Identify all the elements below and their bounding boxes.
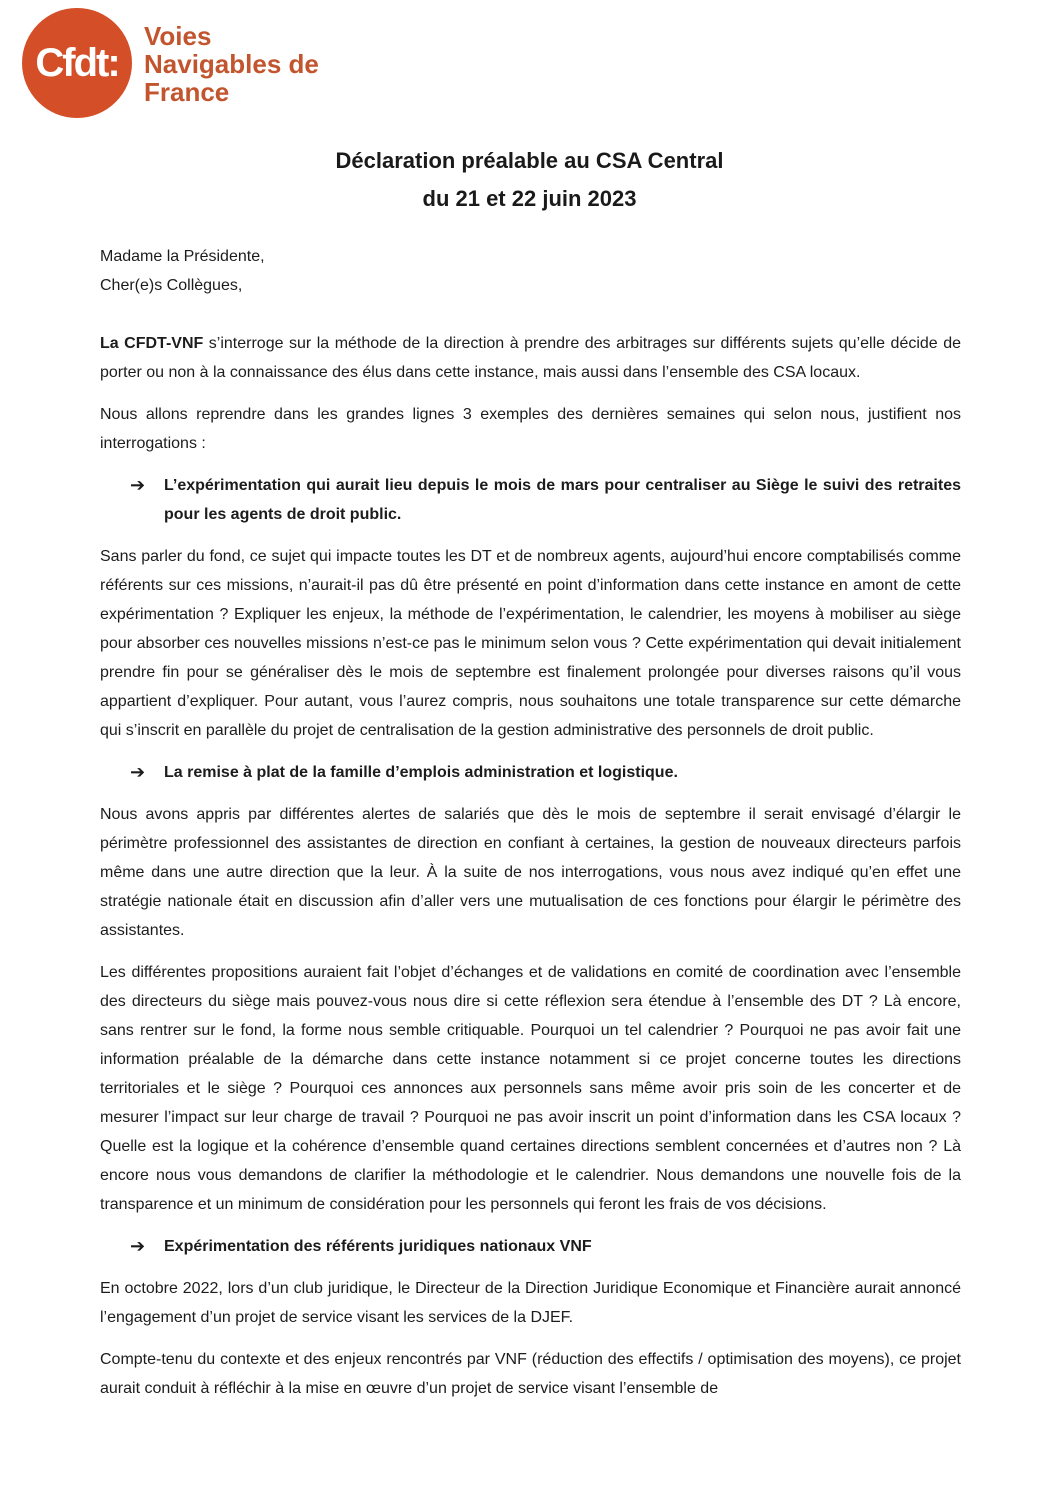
document-title xyxy=(0,142,1059,218)
paragraph-assistantes: Nous avons appris par différentes alertes de salariés que dès le mois de septembre il serait envisagé d’élargir le périmètre professionnel des assistantes de direction en confiant à certaines, la gestion de nouveaux directeurs parfois même dans une autre direction que la leur. À la suite de nos interrogations, vous nous avez indiqué qu’en effet une stratégie nationale était en discussion afin d’aller vers une mutualisation de ces fonctions pour élargir le périmètre des assistantes. xyxy=(100,806,961,939)
document-title-line1: Déclaration préalable au CSA Central xyxy=(335,148,724,173)
salutation xyxy=(100,242,961,300)
paragraph-experimentation-detail: Sans parler du fond, ce sujet qui impacte toutes les DT et de nombreux agents, aujourd’hui encore comptabilisés comme référents sur ces missions, n’aurait-il pas dû être présenté en point d’information dans cette instance en amont de cette expérimentation ? Expliquer les enjeux, la méthode de l’expérimentation, le calendrier, les moyens à mobiliser au siège pour absorber ces nouvelles missions n’est-ce pas le minimum selon vous ? Cette expérimentation qui devait initialement prendre fin pour se généraliser dès le mois de septembre est finalement prolongée pour diverses raisons qu’il vous appartient d’expliquer. Pour autant, vous l’aurez compris, nous souhaitons une totale transparence sur cette démarche qui s’inscrit en parallèle du projet de centralisation de la gestion administrative des personnels de droit public. xyxy=(100,548,961,739)
salutation-line1: Madame la Présidente, xyxy=(100,248,265,265)
org-name xyxy=(144,22,319,106)
arrow-bullet-icon: ➔ xyxy=(130,475,146,495)
cfdt-logo-label: Cfdt: xyxy=(35,40,119,85)
arrow-bullet-icon: ➔ xyxy=(130,762,146,782)
bullet-text: Expérimentation des référents juridiques nationaux VNF xyxy=(164,1238,592,1255)
paragraph-examples-intro: Nous allons reprendre dans les grandes lignes 3 exemples des dernières semaines qui selon nous, justifient nos interrogations : xyxy=(100,406,961,452)
document-body xyxy=(100,242,961,1403)
cfdt-logo-icon xyxy=(22,8,132,118)
paragraph-intro-rest: s’interroge sur la méthode de la direction à prendre des arbitrages sur différents sujets qu’elle décide de porter ou non à la connaissance des élus dans cette instance, mais aussi dans l’ensemble des CSA locaux. xyxy=(100,335,962,381)
salutation-line2: Cher(e)s Collègues, xyxy=(100,277,243,294)
paragraph-club-juridique: En octobre 2022, lors d’un club juridique, le Directeur de la Direction Juridique Economique et Financière aurait annoncé l’engagement d’un projet de service visant les services de la DJEF. xyxy=(100,1280,961,1326)
bullet-item-referents-juridiques xyxy=(130,1232,961,1261)
arrow-bullet-icon: ➔ xyxy=(130,1236,146,1256)
bullet-item-experimentation-retraites xyxy=(130,471,961,529)
paragraph-intro xyxy=(100,329,961,387)
blank-line xyxy=(100,300,961,329)
bullet-text: L’expérimentation qui aurait lieu depuis le mois de mars pour centraliser au Siège le suivi des retraites pour les agents de droit public. xyxy=(164,477,961,523)
document-title-line2: du 21 et 22 juin 2023 xyxy=(422,186,637,211)
org-name-line: Navigables de xyxy=(144,49,319,79)
document-header xyxy=(0,0,1059,118)
org-name-line: Voies xyxy=(144,21,212,51)
paragraph-propositions: Les différentes propositions auraient fait l’objet d’échanges et de validations en comité de coordination avec l’ensemble des directeurs du siège mais pouvez-vous nous dire si cette réflexion sera étendue à l’ensemble des DT ? Là encore, sans rentrer sur le fond, la forme nous semble critiquable. Pourquoi un tel calendrier ? Pourquoi ne pas avoir fait une information préalable de la démarche dans cette instance notamment si ce projet concerne toutes les directions territoriales et le siège ? Pourquoi ces annonces aux personnels sans même avoir pris soin de les concerter et de mesurer l’impact sur leur charge de travail ? Pourquoi ne pas avoir inscrit un point d’information dans les CSA locaux ? Quelle est la logique et la cohérence d’ensemble quand certaines directions semblent concernées et d’autres non ? Là encore nous vous demandons de clarifier la méthodologie et le calendrier. Nous demandons une nouvelle fois de la transparence et un minimum de considération pour les personnels qui feront les frais de vos décisions. xyxy=(100,964,961,1213)
org-name-line: France xyxy=(144,77,230,107)
paragraph-intro-bold: La CFDT-VNF xyxy=(100,335,204,352)
bullet-text: La remise à plat de la famille d’emplois administration et logistique. xyxy=(164,764,678,781)
paragraph-contexte-vnf: Compte-tenu du contexte et des enjeux rencontrés par VNF (réduction des effectifs / optimisation des moyens), ce projet aurait conduit à réfléchir à la mise en œuvre d’un projet de service visant l’ensemble de xyxy=(100,1351,961,1397)
bullet-item-famille-emplois xyxy=(130,758,961,787)
